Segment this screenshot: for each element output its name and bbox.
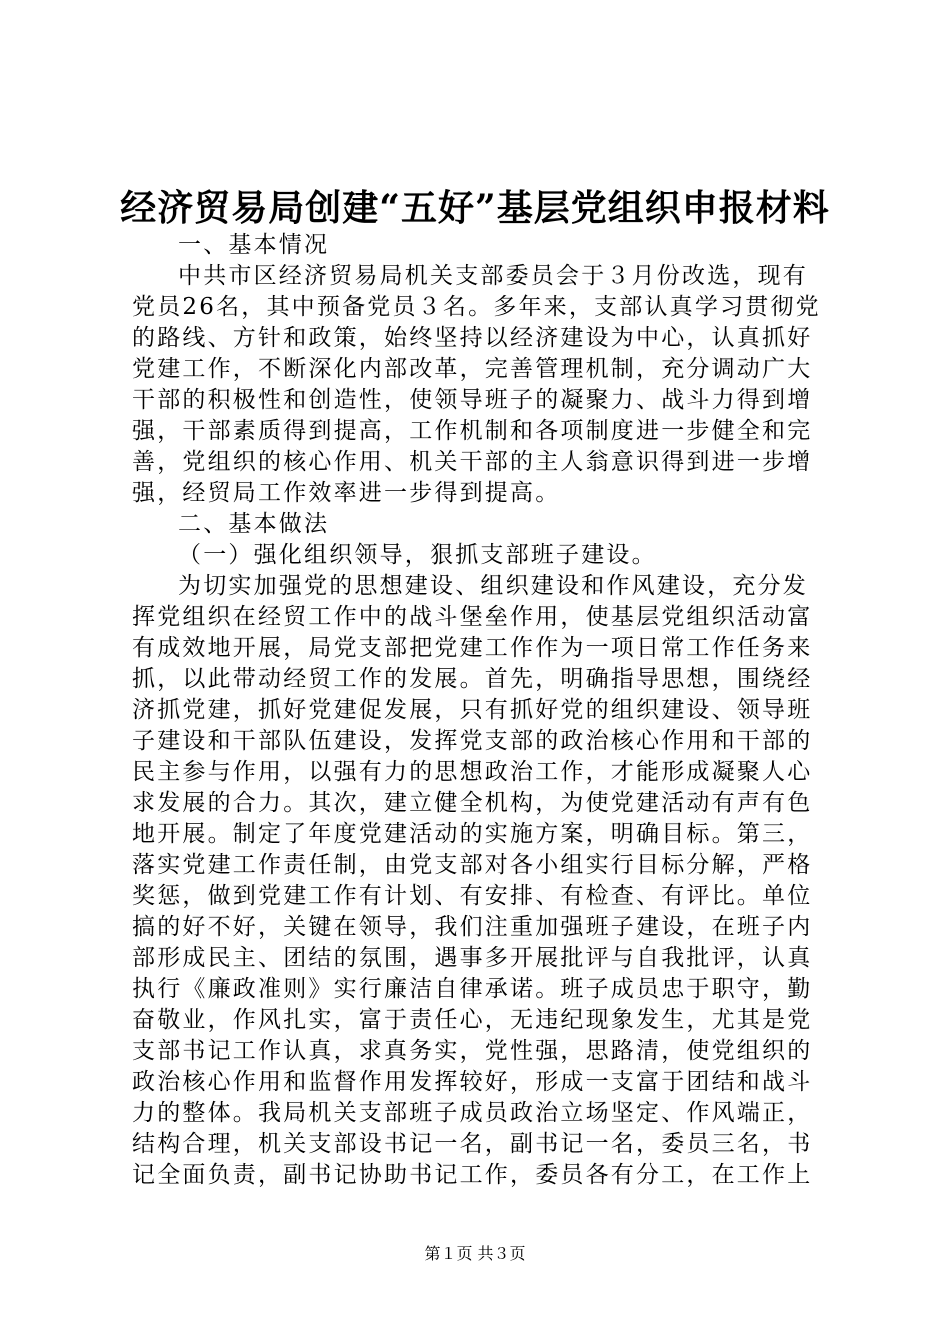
section-heading-basic-situation: 一、基本情况	[178, 232, 330, 258]
section-heading-basic-practice: 二、基本做法	[178, 511, 330, 537]
paragraph-basic-situation: 中共市区经济贸易局机关支部委员会于３月份改选，现有党员26名，其中预备党员３名。多年来，支部认真学习贯彻党的路线、方针和政策，始终坚持以经济建设为中心，认真抓好党建工作，不断深化内部改革，完善管理机制，充分调动广大干部的积极性和创造性，使领导班子的凝聚力、战斗力得到增强，干部素质得到提高，工作机制和各项制度进一步健全和完善，党组织的核心作用、机关干部的主人翁意识得到进一步增强，经贸局工作效率进一步得到提高。	[132, 263, 821, 506]
document-body	[132, 230, 832, 1191]
page-footer: 第１页 共３页	[424, 1244, 526, 1263]
paragraph-organization: 为切实加强党的思想建设、组织建设和作风建设，充分发挥党组织在经贸工作中的战斗堡垒作用，使基层党组织活动富有成效地开展，局党支部把党建工作作为一项日常工作任务来抓，以此带动经贸工作的发展。首先，明确指导思想，围绕经济抓党建，抓好党建促发展，只有抓好党的组织建设、领导班子建设和干部队伍建设，发挥党支部的政治核心作用和干部的民主参与作用，以强有力的思想政治工作，才能形成凝聚人心求发展的合力。其次，建立健全机构，为使党建活动有声有色地开展。制定了年度党建活动的实施方案，明确目标。第三，落实党建工作责任制，由党支部对各小组实行目标分解，严格奖惩，做到党建工作有计划、有安排、有检查、有评比。单位搞的好不好，关键在领导，我们注重加强班子建设，在班子内部形成民主、团结的氛围，遇事多开展批评与自我批评，认真执行《廉政准则》实行廉洁自律承诺。班子成员忠于职守，勤奋敬业，作风扎实，富于责任心，无违纪现象发生，尤其是党支部书记工作认真，求真务实，党性强，思路清，使党组织的政治核心作用和监督作用发挥较好，形成一支富于团结和战斗力的整体。我局机关支部班子成员政治立场坚定、作风端正，结构合理，机关支部设书记一名，副书记一名，委员三名，书记全面负责，副书记协助书记工作，委员各有分工，在工作上	[132, 573, 813, 1188]
document-title: 经济贸易局创建“五好”基层党组织申报材料	[120, 187, 830, 229]
subsection-heading-organization: （一）强化组织领导，狠抓支部班子建设。	[178, 542, 657, 568]
